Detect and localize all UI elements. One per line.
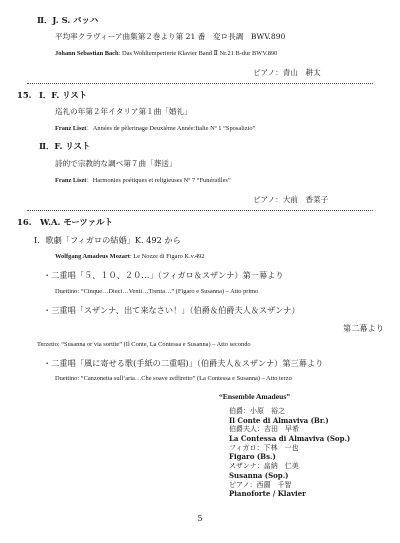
- mozart-opera-title-en: : Le Nozze di Figaro K.v.492: [129, 253, 205, 260]
- liszt-performer: ピアノ：大前 香菜子: [253, 195, 329, 204]
- section-divider: [27, 210, 373, 211]
- terzetto-en: Terzetto: “Susanna or via sortite” (Il Conte, La Contessa e Susanna) – Atto secondo: [37, 341, 251, 348]
- liszt-work1-title-en: ：Années de pèlerinage Deuxième Année:Italie Nº 1 “Sposalizio”: [86, 125, 256, 132]
- cast-member-jp: フィガロ：下林 一也: [229, 443, 299, 452]
- page-number: 5: [197, 514, 203, 523]
- duettino-1-en: Duettino: “Cinque…Dieci…Venti…Trenta…” (Figaro e Susanna) – Atto primo: [55, 288, 259, 295]
- liszt-work2-jp: 詩的で宗教的な調べ第７曲「葬送」: [55, 159, 177, 168]
- mozart-opera-jp: Ⅰ．歌劇「フィガロの結婚」K. 492 から: [34, 235, 181, 245]
- cast-member-role-en: Il Conte di Almaviva (Br.): [229, 415, 329, 425]
- bach-work-jp: 平均率クラヴィーア曲集第２巻より第 21 番 変ロ長調 BWV.890: [55, 32, 286, 41]
- cast-member-role-en: La Contessa di Almaviva (Sop.): [229, 434, 351, 443]
- terzetto-jp: ・三重唱「スザンナ、出て来なさい！」（伯爵＆伯爵夫人＆スザンナ）: [43, 305, 300, 315]
- bach-heading: Ⅱ．J. S. バッハ: [37, 15, 99, 25]
- mozart-opera-en: [55, 254, 205, 260]
- cast-member-role-en: Pianoforte / Klavier: [229, 489, 306, 499]
- bach-work-en: [55, 51, 277, 57]
- liszt-work2-en: [55, 178, 231, 184]
- liszt-work1-en: [55, 126, 255, 132]
- cast-member-jp: 伯爵夫人：吉田 早希: [229, 425, 299, 434]
- ensemble-title: “Ensemble Amadeus”: [219, 392, 291, 401]
- cast-member-jp: ピアノ：西薗 千智: [229, 480, 292, 489]
- section-divider: [27, 83, 373, 84]
- duettino-3-jp: ・二重唱「風に寄せる歌(手紙の二重唱)」（伯爵夫人＆スザンナ）第三幕より: [43, 358, 324, 368]
- liszt-heading-1: Ⅰ．F. リスト: [39, 90, 88, 100]
- mozart-composer: Wolfgang Amadeus Mozart: [55, 253, 130, 260]
- cast-member-role-en: Figaro (Bs.): [229, 452, 276, 462]
- liszt-work2-title-en: ：Harmonies poétiques et religieuses Nº 7 “Funérailles”: [86, 177, 231, 184]
- section-16-number: 16.: [17, 217, 32, 227]
- mozart-heading: W.A. モーツァルト: [40, 217, 113, 227]
- section-15-number: 15.: [17, 90, 32, 100]
- bach-performer: ピアノ：青山 耕太: [253, 68, 321, 77]
- bach-composer: Johann Sebastian Bach: [55, 50, 119, 57]
- cast-member-jp: スザンナ：畠納 仁美: [229, 462, 299, 471]
- liszt-composer-2: Franz Liszt: [55, 177, 87, 184]
- duettino-3-en: Duettino: “Canzonetta sull’aria…Che soave zeffiretto” (La Contessa e Susanna) – Atto terzo: [55, 375, 292, 382]
- liszt-heading-2: Ⅱ．F. リスト: [39, 141, 91, 151]
- liszt-composer-1: Franz Liszt: [55, 125, 87, 132]
- duettino-1-jp: ・二重唱「５、１０、２０…」（フィガロ＆スザンナ）第一幕より: [43, 270, 284, 280]
- bach-work-title-en: : Das Wohltemperierte Klavier Band Ⅱ Nr.21 B-dur BWV.890: [118, 50, 278, 57]
- liszt-work1-jp: 巡礼の年第２年イタリア第１曲「婚礼」: [55, 107, 192, 116]
- cast-member-role-en: Susanna (Sop.): [229, 470, 289, 480]
- terzetto-act: 第二幕より: [343, 323, 384, 333]
- cast-member-jp: 伯爵：小原 裕之: [229, 407, 285, 415]
